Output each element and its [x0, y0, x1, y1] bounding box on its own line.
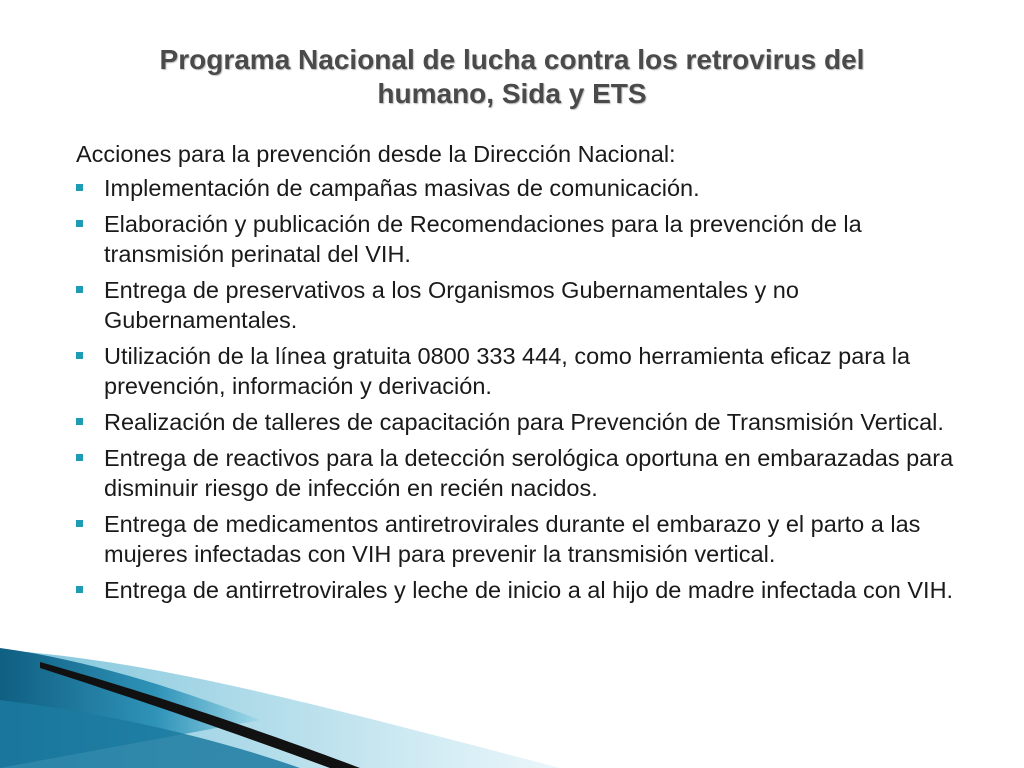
- square-bullet-icon: [76, 184, 83, 191]
- bullet-text: Entrega de preservativos a los Organismos Gubernamentales y no Gubernamentales.: [104, 277, 799, 333]
- square-bullet-icon: [76, 286, 83, 293]
- square-bullet-icon: [76, 454, 83, 461]
- bullet-text: Utilización de la línea gratuita 0800 333 444, como herramienta eficaz para la prevención, información y derivación.: [104, 343, 911, 399]
- bullet-text: Implementación de campañas masivas de comunicación.: [104, 175, 700, 201]
- bullet-text: Realización de talleres de capacitación para Prevención de Transmisión Vertical.: [104, 409, 944, 435]
- bullet-item: [76, 509, 966, 569]
- bullet-list: [76, 173, 966, 605]
- square-bullet-icon: [76, 352, 83, 359]
- bullet-item: [76, 173, 966, 203]
- bullet-item: [76, 275, 966, 335]
- intro-text: Acciones para la prevención desde la Dirección Nacional:: [76, 141, 676, 167]
- bullet-text: Entrega de antirretrovirales y leche de inicio a al hijo de madre infectada con VIH.: [104, 577, 954, 603]
- bullet-item: [76, 575, 966, 605]
- bullet-item: [76, 407, 966, 437]
- square-bullet-icon: [76, 418, 83, 425]
- slide-title: [80, 43, 944, 111]
- bullet-item: [76, 209, 966, 269]
- bullet-item: [76, 341, 966, 401]
- bullet-text: Elaboración y publicación de Recomendaciones para la prevención de la transmisión perinatal del VIH.: [104, 211, 862, 267]
- square-bullet-icon: [76, 586, 83, 593]
- slide-title-line-2: humano, Sida y ETS: [377, 78, 647, 109]
- slide-body: [76, 139, 966, 611]
- bullet-text: Entrega de medicamentos antiretrovirales durante el embarazo y el parto a las mujeres infectadas con VIH para prevenir la transmisión vertical.: [104, 511, 921, 567]
- slide-title-line-1: Programa Nacional de lucha contra los retrovirus del: [159, 44, 865, 75]
- square-bullet-icon: [76, 220, 83, 227]
- bullet-item: [76, 443, 966, 503]
- bullet-text: Entrega de reactivos para la detección serológica oportuna en embarazadas para disminuir riesgo de infección en recién nacidos.: [104, 445, 954, 501]
- square-bullet-icon: [76, 520, 83, 527]
